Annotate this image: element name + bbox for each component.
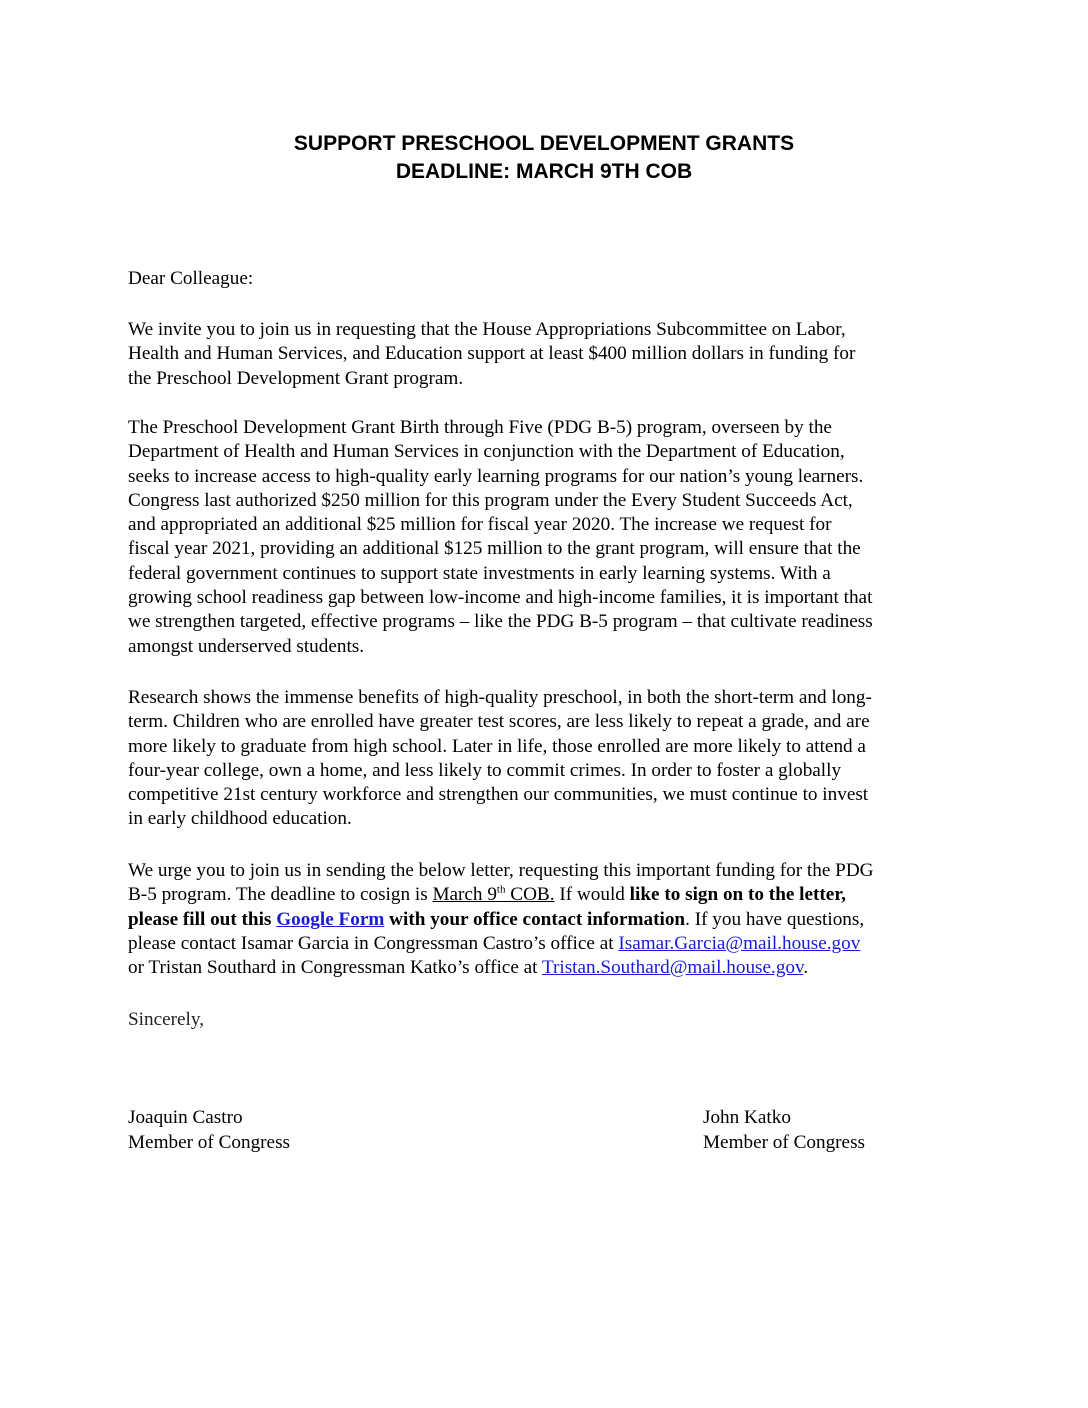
text-fragment: please contact Isamar Garcia in Congressman Castro’s office at — [128, 932, 619, 954]
text-fragment: B-5 program. The deadline to cosign is — [128, 884, 433, 906]
paragraph-research — [128, 686, 968, 832]
signature-block-castro — [128, 1105, 290, 1155]
text-line: We invite you to join us in requesting that the House Appropriations Subcommittee on Labor, — [128, 319, 846, 340]
text-line — [128, 932, 968, 956]
deadline-ordinal: th — [496, 883, 506, 896]
page-title: SUPPORT PRESCHOOL DEVELOPMENT GRANTS — [293, 132, 795, 155]
text-line: Department of Health and Human Services in conjunction with the Department of Education, — [128, 441, 845, 463]
signer-name: Joaquin Castro — [128, 1107, 243, 1128]
text-line: Congress last authorized $250 million for this program under the Every Student Succeeds Act, — [128, 489, 853, 511]
text-fragment: . — [803, 957, 809, 979]
text-line: Research shows the immense benefits of high-quality preschool, in both the short-term and long- — [128, 687, 872, 708]
contact-info-emphasis: with your office contact information — [384, 908, 686, 930]
text-line: The Preschool Development Grant Birth through Five (PDG B-5) program, overseen by the — [128, 417, 832, 438]
text-line: We urge you to join us in sending the below letter, requesting this important funding for the PDG — [128, 860, 874, 881]
paragraph-request — [128, 318, 968, 391]
paragraph-call-to-action — [128, 859, 968, 980]
text-line — [128, 883, 968, 907]
text-line: competitive 21st century workforce and strengthen our communities, we must continue to invest — [128, 784, 869, 806]
deadline-heading: DEADLINE: MARCH 9TH COB — [395, 160, 693, 183]
text-line: term. Children who are enrolled have greater test scores, are less likely to repeat a grade, and are — [128, 711, 870, 733]
text-line: the Preschool Development Grant program. — [128, 367, 464, 389]
text-line — [128, 956, 968, 980]
text-fragment: If would — [554, 884, 630, 906]
deadline-date-text: March 9 — [432, 884, 497, 906]
text-fragment: . If you have questions, — [685, 908, 865, 930]
text-line: amongst underserved students. — [128, 635, 365, 657]
google-form-link[interactable]: Google Form — [276, 908, 385, 930]
text-fragment: or Tristan Southard in Congressman Katko’s office at — [128, 957, 542, 979]
signer-name: John Katko — [703, 1107, 791, 1128]
text-line: more likely to graduate from high school. Later in life, those enrolled are more likely to attend a — [128, 735, 866, 757]
text-line: seeks to increase access to high-quality early learning programs for our nation’s young learners. — [128, 465, 864, 487]
signer-role: Member of Congress — [128, 1132, 290, 1153]
closing: Sincerely, — [128, 1009, 205, 1030]
sign-on-emphasis: like to sign on to the letter, — [629, 884, 846, 906]
southard-email-link[interactable]: Tristan.Southard@mail.house.gov — [541, 957, 804, 979]
text-line: Health and Human Services, and Education support at least $400 million dollars in funding for — [128, 343, 856, 365]
text-line: federal government continues to support state investments in early learning systems. With a — [128, 562, 831, 584]
paragraph-program-description — [128, 416, 968, 659]
text-line: we strengthen targeted, effective programs – like the PDG B-5 program – that cultivate readiness — [128, 611, 873, 633]
deadline-cob: COB. — [505, 884, 555, 906]
deadline-date — [432, 884, 554, 905]
salutation: Dear Colleague: — [128, 268, 254, 289]
text-line: and appropriated an additional $25 million for fiscal year 2020. The increase we request for — [128, 514, 832, 536]
garcia-email-link[interactable]: Isamar.Garcia@mail.house.gov — [618, 932, 861, 954]
text-line: in early childhood education. — [128, 808, 352, 830]
signer-role: Member of Congress — [703, 1132, 865, 1153]
text-line: fiscal year 2021, providing an additional $125 million to the grant program, will ensure that the — [128, 538, 861, 560]
text-line — [128, 908, 968, 932]
fill-out-emphasis: please fill out this — [128, 908, 277, 930]
text-line: growing school readiness gap between low-income and high-income families, it is important that — [128, 587, 873, 609]
text-line: four-year college, own a home, and less likely to commit crimes. In order to foster a globally — [128, 759, 842, 781]
signature-block-katko — [703, 1105, 865, 1155]
